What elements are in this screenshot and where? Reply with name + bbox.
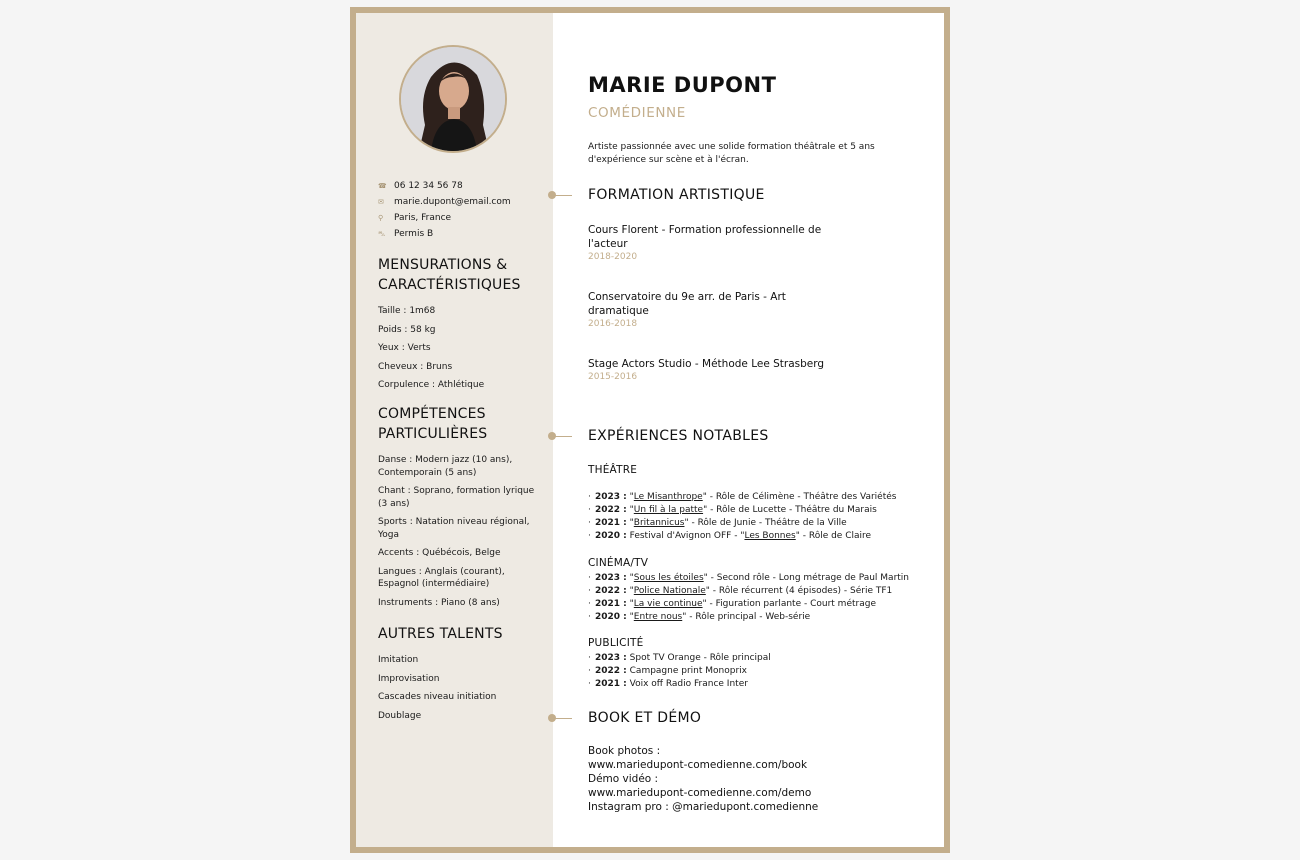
intro-text: Artiste passionnée avec une solide formation théâtrale et 5 ans d'expérience sur scène et à l'écran. bbox=[588, 142, 875, 165]
list-item: Chant : Soprano, formation lyrique (3 ans) bbox=[378, 486, 535, 509]
theatre-subtitle: THÉÂTRE bbox=[588, 464, 638, 476]
mail-icon: ✉ bbox=[378, 198, 384, 206]
book-links bbox=[588, 744, 888, 814]
contact-phone[interactable] bbox=[378, 178, 548, 194]
list-item: · 2020 : "Entre nous" - Rôle principal - Web-série bbox=[588, 612, 811, 622]
work-link[interactable]: Entre nous bbox=[633, 612, 683, 622]
list-item: Yeux : Verts bbox=[378, 343, 431, 353]
list-item: Doublage bbox=[378, 710, 422, 721]
ads-list bbox=[588, 652, 928, 691]
list-item: Accents : Québécois, Belge bbox=[378, 548, 501, 558]
list-item: · 2021 : Voix off Radio France Inter bbox=[588, 679, 748, 689]
ads-subtitle: PUBLICITÉ bbox=[588, 637, 644, 649]
list-item: · 2021 : "Britannicus" - Rôle de Junie - Théâtre de la Ville bbox=[588, 518, 847, 528]
profile-photo bbox=[399, 45, 507, 153]
section-marker bbox=[548, 714, 572, 722]
work-link[interactable]: Sous les étoiles bbox=[633, 573, 704, 583]
education-item: Cours Florent - Formation professionnelle de l'acteur 2018-2020 bbox=[588, 224, 822, 262]
list-item: · 2022 : "Un fil à la patte" - Rôle de Lucette - Théâtre du Marais bbox=[588, 505, 877, 515]
education-title: FORMATION ARTISTIQUE bbox=[588, 187, 765, 203]
sidebar bbox=[356, 13, 553, 847]
person-title: COMÉDIENNE bbox=[588, 105, 686, 121]
person-name: MARIE DUPONT bbox=[588, 73, 777, 97]
list-item: Cheveux : Bruns bbox=[378, 361, 453, 372]
work-link[interactable]: Les Bonnes bbox=[744, 531, 796, 541]
section-marker bbox=[548, 432, 572, 440]
contact-list bbox=[378, 178, 548, 242]
measurements-section bbox=[378, 255, 546, 398]
book-title: BOOK ET DÉMO bbox=[588, 710, 702, 726]
phone-icon: ☎ bbox=[378, 182, 387, 190]
work-link[interactable]: La vie continue bbox=[633, 599, 703, 609]
talents-section bbox=[378, 624, 546, 728]
theatre-list bbox=[588, 491, 928, 543]
contact-email[interactable] bbox=[378, 194, 548, 210]
contact-email-text: marie.dupont@email.com bbox=[394, 197, 511, 207]
list-item: Instruments : Piano (8 ans) bbox=[378, 597, 500, 608]
cinema-subtitle: CINÉMA/TV bbox=[588, 557, 649, 569]
talents-title: AUTRES TALENTS bbox=[378, 626, 503, 642]
list-item: · 2023 : "Sous les étoiles" - Second rôle - Long métrage de Paul Martin bbox=[588, 573, 910, 583]
list-item: · 2021 : "La vie continue" - Figuration parlante - Court métrage bbox=[588, 599, 876, 609]
measurements-title: MENSURATIONS & CARACTÉRISTIQUES bbox=[378, 257, 521, 293]
list-item: Improvisation bbox=[378, 673, 440, 684]
education-item: Stage Actors Studio - Méthode Lee Strasberg 2015-2016 bbox=[588, 358, 825, 382]
list-item: Langues : Anglais (courant), Espagnol (intermédiaire) bbox=[378, 566, 505, 589]
car-icon: ⛍ bbox=[378, 229, 386, 238]
work-link[interactable]: Britannicus bbox=[633, 518, 685, 528]
list-item: Sports : Natation niveau régional, Yoga bbox=[378, 517, 530, 540]
work-link[interactable]: Un fil à la patte bbox=[633, 505, 704, 515]
work-link[interactable]: Le Misanthrope bbox=[633, 492, 703, 502]
list-item: · 2022 : "Police Nationale" - Rôle récurrent (4 épisodes) - Série TF1 bbox=[588, 586, 893, 596]
list-item: Taille : 1m68 bbox=[378, 306, 436, 316]
list-item: Danse : Modern jazz (10 ans), Contemporain (5 ans) bbox=[378, 455, 513, 478]
section-marker bbox=[548, 191, 572, 199]
contact-license bbox=[378, 226, 548, 242]
cinema-list bbox=[588, 572, 928, 624]
skills-section bbox=[378, 404, 546, 615]
skills-title: COMPÉTENCES PARTICULIÈRES bbox=[378, 406, 488, 442]
cv-page bbox=[350, 7, 950, 853]
list-item: · 2023 : Spot TV Orange - Rôle principal bbox=[588, 653, 771, 663]
list-item: Corpulence : Athlétique bbox=[378, 380, 485, 390]
list-item: Imitation bbox=[378, 655, 419, 665]
education-item: Conservatoire du 9e arr. de Paris - Art dramatique 2016-2018 bbox=[588, 291, 786, 329]
demo-label: Démo vidéo : bbox=[588, 773, 659, 785]
list-item: Cascades niveau initiation bbox=[378, 692, 497, 702]
list-item: · 2020 : Festival d'Avignon OFF - "Les Bonnes" - Rôle de Claire bbox=[588, 531, 872, 541]
instagram-handle[interactable]: Instagram pro : @mariedupont.comedienne bbox=[588, 801, 819, 813]
list-item: · 2022 : Campagne print Monoprix bbox=[588, 666, 747, 676]
contact-license-text: Permis B bbox=[394, 229, 434, 239]
work-link[interactable]: Police Nationale bbox=[633, 586, 706, 596]
book-url[interactable]: www.mariedupont-comedienne.com/book bbox=[588, 759, 808, 771]
contact-location bbox=[378, 210, 548, 226]
contact-phone-text: 06 12 34 56 78 bbox=[394, 181, 463, 191]
book-label: Book photos : bbox=[588, 745, 661, 757]
list-item: Poids : 58 kg bbox=[378, 324, 436, 335]
location-pin-icon: ⚲ bbox=[378, 214, 384, 222]
experience-title: EXPÉRIENCES NOTABLES bbox=[588, 428, 769, 444]
demo-url[interactable]: www.mariedupont-comedienne.com/demo bbox=[588, 787, 812, 799]
contact-location-text: Paris, France bbox=[394, 213, 452, 223]
list-item: · 2023 : "Le Misanthrope" - Rôle de Célimène - Théâtre des Variétés bbox=[588, 492, 897, 502]
